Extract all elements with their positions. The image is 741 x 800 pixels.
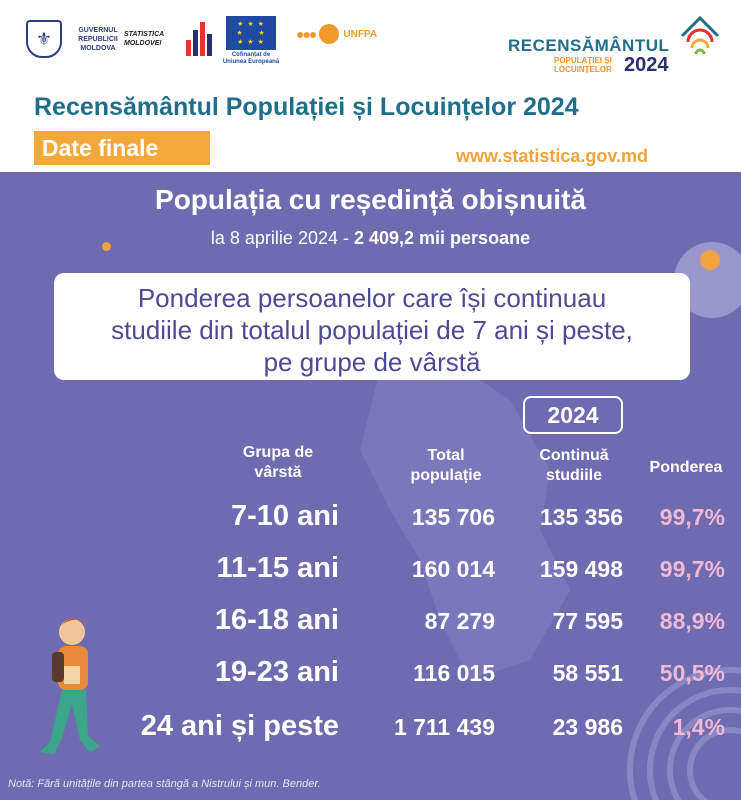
table-row bbox=[0, 710, 741, 760]
census-logo-sub2: LOCUINȚELOR bbox=[554, 65, 612, 74]
row-share: 99,7% bbox=[659, 556, 725, 582]
row-continuing: 77 595 bbox=[552, 608, 623, 634]
header-share: Ponderea bbox=[649, 459, 723, 476]
row-age-group: 24 ani și peste bbox=[140, 710, 339, 742]
row-total: 135 706 bbox=[411, 504, 495, 530]
website-link[interactable]: www.statistica.gov.md bbox=[456, 146, 649, 166]
description-line-3: pe grupe de vârstă bbox=[263, 347, 481, 377]
header-continuing-line-1: Continuă bbox=[539, 447, 609, 464]
census-logo-year: 2024 bbox=[624, 54, 669, 76]
description-line-2: studiile din totalul populației de 7 ani și peste, bbox=[111, 315, 633, 345]
year-label: 2024 bbox=[523, 396, 623, 434]
header-continuing-line-2: studiile bbox=[545, 467, 602, 484]
census-logo[interactable] bbox=[508, 16, 726, 78]
header-total-population bbox=[394, 446, 498, 486]
description-card bbox=[54, 273, 690, 380]
unfpa-logo[interactable] bbox=[296, 24, 377, 44]
eu-logo[interactable] bbox=[221, 16, 281, 66]
row-total: 1 711 439 bbox=[393, 714, 495, 740]
decorative-dot bbox=[700, 250, 720, 270]
coat-of-arms-icon: ⚜ bbox=[26, 20, 62, 58]
page-title: Recensământul Populației și Locuințelor 2024 bbox=[34, 93, 579, 121]
census-logo-sub1: POPULAȚIEI ȘI bbox=[554, 56, 612, 65]
description-text bbox=[54, 282, 690, 378]
header-age-group bbox=[220, 443, 336, 483]
row-total: 160 014 bbox=[411, 556, 495, 582]
un-emblem-icon bbox=[319, 24, 339, 44]
row-continuing: 23 986 bbox=[552, 714, 623, 740]
eu-flag-icon: ★ ★ ★ ★ ★ ★ ★ ★ bbox=[226, 16, 276, 50]
header-continuing-studies bbox=[522, 446, 626, 486]
row-total: 116 015 bbox=[413, 660, 495, 686]
student-illustration bbox=[30, 612, 106, 762]
row-share: 88,9% bbox=[659, 608, 725, 634]
population-date-text: la 8 aprilie 2024 - bbox=[210, 228, 354, 248]
row-continuing: 159 498 bbox=[539, 556, 623, 582]
statistica-logo[interactable] bbox=[124, 22, 214, 56]
population-total: 2 409,2 mii persoane bbox=[353, 228, 531, 248]
table-row bbox=[0, 656, 741, 706]
eu-logo-text: Cofinanțat de Uniunea Europeană bbox=[222, 52, 280, 65]
row-age-group: 19-23 ani bbox=[214, 656, 339, 688]
row-age-group: 11-15 ani bbox=[216, 552, 339, 584]
footnote: Notă: Fără unitățile din partea stângă a Nistrului și mun. Bender. bbox=[8, 778, 321, 790]
row-age-group: 16-18 ani bbox=[214, 604, 339, 636]
header-age-group-line-2: vârstă bbox=[254, 464, 302, 481]
unfpa-logo-text: UNFPA bbox=[343, 28, 378, 40]
row-continuing: 58 551 bbox=[552, 660, 623, 686]
census-logo-title: RECENSĂMÂNTUL bbox=[508, 36, 670, 55]
header-total-line-2: populație bbox=[410, 467, 482, 484]
statistica-bars-icon bbox=[186, 22, 214, 56]
date-finale-badge: Date finale bbox=[34, 131, 210, 165]
header-total-line-1: Total bbox=[427, 447, 465, 464]
header-age-group-line-1: Grupa de bbox=[242, 444, 314, 461]
description-line-1: Ponderea persoanelor care își continuau bbox=[137, 283, 607, 313]
header-panel bbox=[0, 0, 741, 172]
row-total: 87 279 bbox=[424, 608, 495, 634]
row-share: 1,4% bbox=[672, 714, 725, 740]
government-logo-text: GUVERNUL REPUBLICII MOLDOVA bbox=[78, 26, 118, 52]
house-arcs-icon bbox=[676, 12, 724, 60]
row-age-group: 7-10 ani bbox=[231, 500, 339, 532]
table-row bbox=[0, 604, 741, 654]
table-row bbox=[0, 500, 741, 550]
row-continuing: 135 356 bbox=[539, 504, 623, 530]
population-title: Populația cu reședință obișnuită bbox=[155, 184, 586, 215]
unfpa-dots-icon: ●●● bbox=[296, 26, 316, 42]
row-share: 99,7% bbox=[659, 504, 725, 530]
row-share: 50,5% bbox=[659, 660, 725, 686]
population-date-line bbox=[0, 228, 741, 249]
statistica-logo-text: STATISTICA MOLDOVEI bbox=[124, 31, 164, 47]
government-logo[interactable] bbox=[26, 20, 128, 58]
table-row bbox=[0, 552, 741, 602]
